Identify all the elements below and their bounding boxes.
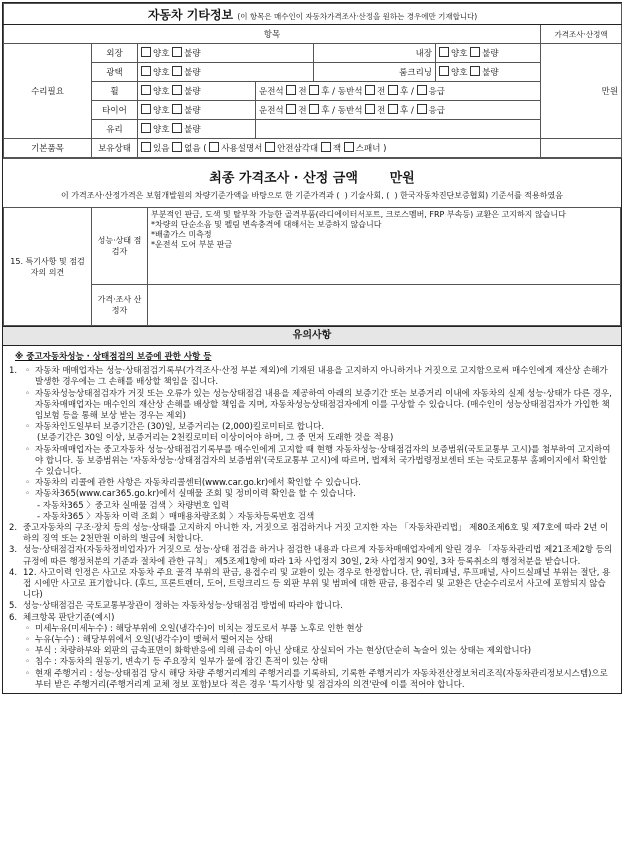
- list-item: ◦ 누유(누수) : 해당부위에서 오일(냉각수)이 맺혀서 떨어지는 상태: [23, 635, 613, 646]
- checkbox[interactable]: [141, 142, 151, 152]
- checkbox[interactable]: [388, 85, 398, 95]
- checkbox[interactable]: [141, 85, 151, 95]
- comment-line: *배출가스 미측정: [151, 230, 212, 239]
- checkbox[interactable]: [141, 123, 151, 133]
- row-equipment: 보유상태: [92, 139, 138, 158]
- other-info-table: [3, 3, 622, 158]
- checkbox[interactable]: [172, 85, 182, 95]
- list-item: ◦ 부식 : 차량하부와 외판의 금속표면이 화학반응에 의해 금속이 아닌 상태로 상실되어 가는 현상(단순히 녹슬어 있는 상태는 제외합니다): [23, 646, 613, 657]
- checkbox[interactable]: [141, 104, 151, 114]
- checkbox[interactable]: [265, 142, 275, 152]
- col-header-price: 가격조사·산정액: [541, 25, 622, 44]
- checkbox[interactable]: [172, 47, 182, 57]
- checkbox[interactable]: [365, 104, 375, 114]
- notice-item-5: 5. 성능·상태점검은 국토교통부장관이 정하는 자동차성능·상태점검 방법에 따라야 합니다.: [9, 601, 343, 612]
- checkbox[interactable]: [172, 66, 182, 76]
- checkbox[interactable]: [417, 85, 427, 95]
- inspector-label: 성능·상태 점검자: [92, 208, 148, 285]
- notice-body: [3, 346, 621, 693]
- form-subtitle: (이 항목은 매수인이 자동차가격조사·산정을 원하는 경우에만 기재합니다): [237, 11, 478, 21]
- list-item: (보증기간은 30일 이상, 보증거리는 2천킬로미터 이상이어야 하며, 그 중 먼저 도래한 것을 적용): [37, 433, 394, 444]
- notice-heading: ※ 중고자동차성능 · 상태점검의 보증에 관한 사항 등: [15, 352, 212, 362]
- checkbox[interactable]: [309, 85, 319, 95]
- final-price-unit: 만원: [389, 171, 415, 186]
- exterior-options: 양호 불량: [138, 44, 314, 63]
- glass-options: 양호 불량: [138, 120, 256, 139]
- row-gloss: 광택: [92, 63, 138, 82]
- special-notes-table: [3, 207, 621, 326]
- notice-item-1: 1. ◦ 자동차 매매업자는 성능·상태점검기록부(가격조사·산정 부분 제외)에 기재된 내용을 고지하지 아니하거나 거짓으로 고지함으로써 매수인에게 재산상 손해가 발생한 경우에는 그 손해를 배상할 책임을 집니다. ◦ 자동차성능상태점검자가 거짓 또는 오류가 있는 성능상태점검 내용을 제공하여 아래의 보증기간 또는 보증거리 이내에 자동차의 실제 성능·상태가 다른 경우, 자동차매매업자는 매수인의 재산상 손해를 배상할 책임을 지며, 자동차성능상태점검자에게 이를 구상할 수 있습니다. (매수인이 성능상태점검자가 가입한 책임보험 등을 통해 보상 받는 경우는 제외) ◦ 자동차인도일부터 보증기간은 (30)일, 보증거리는 (2,000)킬로미터로 합니다. (보증기간은 30일 이상, 보증거리는 2천킬로미터 이상이어야 하며, 그 중 먼저 도래한 것을 적용) ◦ 자동차매매업자는 중고자동차 성능·상태점검기록부를 매수인에게 고지할 때 현행 자동차성능·상태점검자의 보증범위(국토교통부 고시)를 첨부하여 고지하여야 합니다. 동 보증범위는 '자동차성능·상태점검자의 보증범위'(국토교통부 고시)에 따르며, 법제처 국가법령정보센터 또는 국토교통부 홈페이지에서 확인할 수 있습니다. ◦ 자동차의 리콜에 관한 사항은 자동차리콜센터(www.car.go.kr)에서 확인할 수 있습니다. ◦ 자동차365(www.car365.go.kr)에서 실매물 조회 및 정비이력 확인을 할 수 있습니다. - 자동차365 〉중고차 실매물 검색 〉차량번호 입력 - 자동차365 〉자동차 이력 조회 〉매매용차량조회 〉자동차등록번호 검색: [9, 366, 613, 523]
- notice-item-3: 3. 성능·상태점검자(자동차정비업자)가 거짓으로 성능·상태 점검을 하거나 점검한 내용과 다르게 자동차매매업자에게 알린 경우 「자동차관리법 제21조제2항 등의 규정에 따른 행정처분의 기준과 절차에 관한 규칙」 제5조제1항에 따라 1차 사업정지 30일, 2차 사업정지 90일, 3차 등록취소의 행정처분을 받습니다.: [9, 545, 613, 567]
- wheel-position-options: 운전석 전 후 / 동반석 전 후 / 응급: [256, 82, 541, 101]
- list-item: ◦ 자동차성능상태점검자가 거짓 또는 오류가 있는 성능상태점검 내용을 제공하여 아래의 보증기간 또는 보증거리 이내에 자동차의 실제 성능·상태가 다른 경우, 자동차매매업자는 매수인의 재산상 손해를 배상할 책임을 지며, 자동차성능상태점검자에게 이를 구상할 수 있습니다. (매수인이 성능상태점검자가 가입한 책임보험 등을 통해 보상 받는 경우는 제외): [23, 389, 613, 423]
- interior-options: 양호 불량: [436, 44, 541, 63]
- vehicle-info-form: [2, 2, 622, 694]
- glass-empty: [256, 120, 541, 139]
- checkbox[interactable]: [172, 123, 182, 133]
- row-tire: 타이어: [92, 101, 138, 120]
- comment-line: 부분적인 판금, 도색 및 탈부착 가능한 골격부품(라디에이터서포트, 크로스멤버, FRP 부속등) 교환은 고지하지 않습니다: [151, 210, 566, 219]
- list-item: - 자동차365 〉자동차 이력 조회 〉매매용차량조회 〉자동차등록번호 검색: [37, 511, 315, 522]
- row-interior: 내장: [314, 44, 436, 63]
- checkbox[interactable]: [470, 47, 480, 57]
- gloss-options: 양호 불량: [138, 63, 314, 82]
- list-item: - 자동차365 〉중고차 실매물 검색 〉차량번호 입력: [37, 500, 230, 511]
- checkbox[interactable]: [365, 85, 375, 95]
- price-assessor-label: 가격·조사 산정자: [92, 285, 148, 326]
- list-item: ◦ 자동차매매업자는 중고자동차 성능·상태점검기록부를 매수인에게 고지할 때 현행 자동차성능·상태점검자의 보증범위(국토교통부 고시)를 첨부하여 고지하여야 합니다. 동 보증범위는 '자동차성능·상태점검자의 보증범위'(국토교통부 고시)에 따르며, 법제처 국가법령정보센터 또는 국토교통부 홈페이지에서 확인할 수 있습니다.: [23, 445, 613, 479]
- comment-line: *운전석 도어 부분 판금: [151, 240, 233, 249]
- price-unit: 만원: [601, 87, 619, 97]
- checkbox[interactable]: [344, 142, 354, 152]
- wheel-options: 양호 불량: [138, 82, 256, 101]
- notice-title: 유의사항: [3, 326, 621, 346]
- tire-options: 양호 불량: [138, 101, 256, 120]
- checkbox[interactable]: [286, 85, 296, 95]
- tire-position-options: 운전석 전 후 / 동반석 전 후 / 응급: [256, 101, 541, 120]
- special-notes-label: 15. 특기사항 및 점검자의 의견: [4, 208, 92, 326]
- checkbox[interactable]: [417, 104, 427, 114]
- checkbox[interactable]: [388, 104, 398, 114]
- roomclean-options: 양호 불량: [436, 63, 541, 82]
- row-glass: 유리: [92, 120, 138, 139]
- list-item: ◦ 자동차 매매업자는 성능·상태점검기록부(가격조사·산정 부분 제외)에 기재된 내용을 고지하지 아니하거나 거짓으로 고지함으로써 매수인에게 재산상 손해가 발생한 경우에는 그 손해를 배상할 책임을 집니다.: [23, 366, 613, 388]
- checkbox[interactable]: [321, 142, 331, 152]
- notice-item-4: 4. 12. 사고이력 인정은 사고로 자동차 주요 골격 부위의 판금, 용접수리 및 교환이 있는 경우로 한정합니다. 단, 쿼터패널, 루프패널, 사이드실패널 부위는 절단, 용접 시에만 사고로 표기합니다. (후드, 프론트펜더, 도어, 트렁크리드 등 외판 부위 및 범퍼에 대한 판금, 용접수리 및 교환은 단순수리로서 사고에 포함되지 않습니다): [9, 567, 611, 601]
- checkbox[interactable]: [470, 66, 480, 76]
- price-amount-cell: [541, 44, 622, 139]
- list-item: ◦ 침수 : 자동차의 원동기, 변속기 등 주요장치 일부가 물에 잠긴 흔적이 있는 상태: [23, 657, 613, 668]
- equipment-options: 있음 없음 ( 사용설명서 안전삼각대 잭 스패너 ): [138, 139, 541, 158]
- price-assessor-comments: [148, 285, 621, 326]
- checkbox[interactable]: [209, 142, 219, 152]
- form-title: 자동차 기타정보 (이 항목은 매수인이 자동차가격조사·산정을 원하는 경우에만 기재합니다): [4, 4, 622, 25]
- list-item: ◦ 자동차의 리콜에 관한 사항은 자동차리콜센터(www.car.go.kr)에서 확인할 수 있습니다.: [23, 478, 613, 489]
- checkbox[interactable]: [172, 142, 182, 152]
- list-item: ◦ 자동차365(www.car365.go.kr)에서 실매물 조회 및 정비이력 확인을 할 수 있습니다.: [23, 489, 613, 500]
- equipment-price: [541, 139, 622, 158]
- list-item: ◦ 미세누유(미세누수) : 해당부위에 오일(냉각수)이 비치는 정도로서 부품 노후로 인한 현상: [23, 624, 613, 635]
- final-price-title: 최종 가격조사 · 산정 금액 만원: [209, 171, 415, 186]
- repair-needed-label: 수리필요: [4, 44, 92, 139]
- col-header-item: 항목: [4, 25, 541, 44]
- list-item: ◦ 현재 주행거리 : 성능·상태점검 당시 해당 차량 주행거리계의 주행거리를 기록하되, 기록한 주행거리가 자동차전산정보처리조직(자동차관리정보시스템)으로부터 받은 주행거리(주행거리계 교체 정보 포함)보다 적은 경우 '특기사항 및 점검자의 의견'란에 이를 적어야 합니다.: [23, 669, 613, 691]
- notice-item-2: 2. 중고자동차의 구조·장치 등의 성능·상태를 고지하지 아니한 자, 거짓으로 점검하거나 거짓 고지한 자는 「자동차관리법」 제80조제6호 및 제7호에 따라 2년 이하의 징역 또는 2천만원 이하의 벌금에 처합니다.: [9, 523, 609, 545]
- inspector-comments: [148, 208, 621, 285]
- checkbox[interactable]: [439, 66, 449, 76]
- checkbox[interactable]: [141, 66, 151, 76]
- checkbox[interactable]: [172, 104, 182, 114]
- row-exterior: 외장: [92, 44, 138, 63]
- checkbox[interactable]: [141, 47, 151, 57]
- checkbox[interactable]: [439, 47, 449, 57]
- row-roomclean: 룸크리닝: [314, 63, 436, 82]
- row-wheel: 휠: [92, 82, 138, 101]
- list-item: ◦ 자동차인도일부터 보증기간은 (30)일, 보증거리는 (2,000)킬로미터로 합니다.: [23, 422, 613, 433]
- basic-items-label: 기본품목: [4, 139, 92, 158]
- checkbox[interactable]: [309, 104, 319, 114]
- checkbox[interactable]: [286, 104, 296, 114]
- final-price-desc: 이 가격조사·산정가격은 보험개발원의 차량기준가액을 바탕으로 한 기준가격과 ( ) 기술사회, ( ) 한국자동차진단보증협회) 기준서를 적용하였음: [61, 191, 563, 200]
- notice-item-6: 6. 체크항목 판단기준(예시) ◦ 미세누유(미세누수) : 해당부위에 오일(냉각수)이 비치는 정도로서 부품 노후로 인한 현상 ◦ 누유(누수) : 해당부위에서 오일(냉각수)이 맺혀서 떨어지는 상태 ◦ 부식 : 차량하부와 외판의 금속표면이 화학반응에 의해 금속이 아닌 상태로 상실되어 가는 현상(단순히 녹슬어 있는 상태는 제외합니다) ◦ 침수 : 자동차의 원동기, 변속기 등 주요장치 일부가 물에 잠긴 흔적이 있는 상태 ◦ 현재 주행거리 : 성능·상태점검 당시 해당 차량 주행거리계의 주행거리를 기록하되, 기록한 주행거리가 자동차전산정보처리조직(자동차관리정보시스템)으로부터 받은 주행거리(주행거리계 교체 정보 포함)보다 적은 경우 '특기사항 및 점검자의 의견'란에 이를 적어야 합니다.: [9, 613, 613, 691]
- comment-line: *차량의 단순소음 및 펠림 변속충격에 대해서는 보증하지 않습니다: [151, 220, 382, 229]
- final-price-section: [3, 158, 621, 207]
